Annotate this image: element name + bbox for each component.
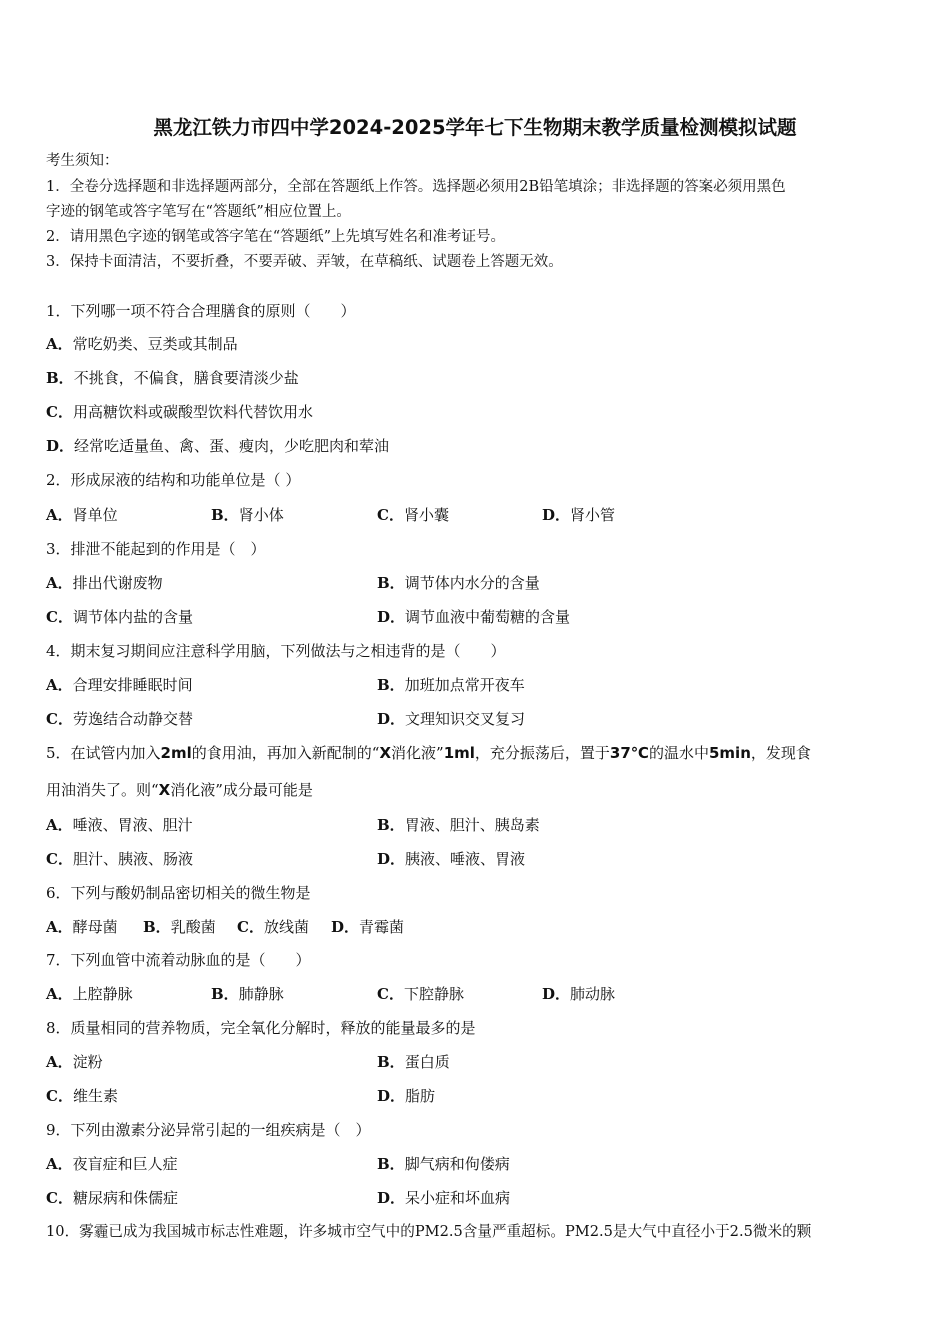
question-5-option-b bbox=[377, 815, 540, 835]
stem-text: 消化液” bbox=[391, 744, 444, 762]
notice-item-1b: 字迹的钢笔或答字笔写在“答题纸”相应位置上。 bbox=[46, 204, 351, 220]
option-label: C． bbox=[46, 710, 73, 728]
option-text: 蛋白质 bbox=[404, 1053, 450, 1071]
question-8-option-b bbox=[377, 1052, 450, 1072]
option-text: 糖尿病和侏儒症 bbox=[72, 1189, 178, 1207]
question-5-option-c bbox=[46, 849, 193, 869]
stem-value: 37℃ bbox=[609, 744, 649, 762]
option-text: 酵母菌 bbox=[72, 918, 118, 936]
option-label: A． bbox=[46, 1053, 73, 1071]
option-text: 劳逸结合动静交替 bbox=[72, 710, 193, 728]
option-text: 肾小囊 bbox=[403, 506, 449, 524]
option-label: A． bbox=[46, 574, 73, 592]
option-label: A． bbox=[46, 816, 73, 834]
page-title: 黑龙江铁力市四中学2024-2025学年七下生物期末教学质量检测模拟试题 bbox=[153, 116, 797, 139]
question-1-option-c bbox=[46, 402, 313, 422]
notice-item-3: 3．保持卡面清洁，不要折叠，不要弄破、弄皱，在草稿纸、试题卷上答题无效。 bbox=[46, 254, 563, 270]
option-text: 脚气病和佝偻病 bbox=[404, 1155, 510, 1173]
notice-item-1a: 1．全卷分选择题和非选择题两部分，全部在答题纸上作答。选择题必须用2B铅笔填涂；非选择题的答案必须用黑色 bbox=[46, 179, 786, 195]
stem-text: 用油消失了。则“ bbox=[46, 781, 159, 799]
option-text: 文理知识交叉复习 bbox=[405, 710, 526, 728]
stem-value: 5min bbox=[708, 744, 751, 762]
question-4-option-d bbox=[377, 709, 525, 729]
question-6-option-b bbox=[143, 917, 216, 937]
stem-text: 消化液”成分最可能是 bbox=[170, 781, 313, 799]
option-label: B． bbox=[377, 1155, 405, 1173]
question-1-stem: 1．下列哪一项不符合合理膳食的原则（ ） bbox=[46, 302, 356, 320]
option-text: 调节体内水分的含量 bbox=[404, 574, 540, 592]
option-label: C． bbox=[46, 1087, 73, 1105]
question-4-option-c bbox=[46, 709, 193, 729]
option-label: C． bbox=[377, 985, 404, 1003]
question-3-option-c bbox=[46, 607, 193, 627]
question-6-option-a bbox=[46, 917, 118, 937]
option-label: B． bbox=[377, 676, 405, 694]
question-2-option-c bbox=[377, 505, 449, 525]
question-8-option-c bbox=[46, 1086, 118, 1106]
question-9-option-a bbox=[46, 1154, 178, 1174]
option-text: 肾单位 bbox=[72, 506, 118, 524]
stem-text: ，发现食 bbox=[750, 744, 811, 762]
option-text: 加班加点常开夜车 bbox=[404, 676, 525, 694]
option-label: C． bbox=[377, 506, 404, 524]
notice-item-2: 2．请用黑色字迹的钢笔或答字笔在“答题纸”上先填写姓名和准考证号。 bbox=[46, 229, 506, 245]
question-9-option-b bbox=[377, 1154, 510, 1174]
option-text: 肺动脉 bbox=[570, 985, 616, 1003]
option-text: 胰液、唾液、胃液 bbox=[405, 850, 526, 868]
question-2-stem: 2．形成尿液的结构和功能单位是（ ） bbox=[46, 471, 301, 489]
question-3-option-a bbox=[46, 573, 163, 593]
option-text: 放线菌 bbox=[263, 918, 309, 936]
option-text: 肾小体 bbox=[238, 506, 284, 524]
question-9-option-d bbox=[377, 1188, 510, 1208]
question-7-option-b bbox=[211, 984, 284, 1004]
stem-text: 5．在试管内加入 bbox=[46, 744, 161, 762]
option-text: 维生素 bbox=[72, 1087, 118, 1105]
option-label: D． bbox=[46, 437, 75, 455]
option-label: D． bbox=[331, 918, 360, 936]
question-5-option-a bbox=[46, 815, 193, 835]
question-8-stem: 8．质量相同的营养物质，完全氧化分解时，释放的能量最多的是 bbox=[46, 1019, 476, 1037]
option-text: 排出代谢废物 bbox=[72, 574, 163, 592]
question-3-stem: 3．排泄不能起到的作用是（ ） bbox=[46, 540, 266, 558]
option-text: 胆汁、胰液、肠液 bbox=[72, 850, 193, 868]
question-6-option-c bbox=[237, 917, 309, 937]
option-label: A． bbox=[46, 506, 73, 524]
option-label: A． bbox=[46, 1155, 73, 1173]
question-2-option-a bbox=[46, 505, 118, 525]
option-label: D． bbox=[377, 1189, 406, 1207]
question-8-option-a bbox=[46, 1052, 103, 1072]
option-label: D． bbox=[542, 506, 571, 524]
stem-text: ，充分振荡后，置于 bbox=[474, 744, 610, 762]
option-text: 唾液、胃液、胆汁 bbox=[72, 816, 193, 834]
option-label: B． bbox=[211, 985, 239, 1003]
option-label: D． bbox=[377, 710, 406, 728]
option-text: 不挑食，不偏食，膳食要清淡少盐 bbox=[73, 369, 299, 387]
question-3-option-b bbox=[377, 573, 540, 593]
option-text: 合理安排睡眠时间 bbox=[72, 676, 193, 694]
option-text: 肺静脉 bbox=[238, 985, 284, 1003]
option-text: 乳酸菌 bbox=[170, 918, 216, 936]
question-5-option-d bbox=[377, 849, 525, 869]
question-2-option-b bbox=[211, 505, 284, 525]
question-4-stem: 4．期末复习期间应注意科学用脑，下列做法与之相违背的是（ ） bbox=[46, 642, 506, 660]
option-label: D． bbox=[377, 850, 406, 868]
option-text: 青霉菌 bbox=[359, 918, 405, 936]
question-7-option-a bbox=[46, 984, 133, 1004]
question-1-option-b bbox=[46, 368, 299, 388]
option-label: A． bbox=[46, 985, 73, 1003]
option-text: 夜盲症和巨人症 bbox=[72, 1155, 178, 1173]
option-text: 淀粉 bbox=[72, 1053, 103, 1071]
question-7-stem: 7．下列血管中流着动脉血的是（ ） bbox=[46, 951, 311, 969]
stem-value: X bbox=[158, 781, 171, 799]
question-4-option-b bbox=[377, 675, 525, 695]
option-label: C． bbox=[46, 1189, 73, 1207]
option-label: C． bbox=[237, 918, 264, 936]
option-text: 常吃奶类、豆类或其制品 bbox=[72, 335, 238, 353]
option-label: B． bbox=[377, 574, 405, 592]
question-7-option-c bbox=[377, 984, 464, 1004]
stem-value: 2ml bbox=[160, 744, 192, 762]
question-6-stem: 6．下列与酸奶制品密切相关的微生物是 bbox=[46, 884, 311, 902]
question-1-option-d bbox=[46, 436, 389, 456]
option-label: B． bbox=[377, 816, 405, 834]
question-8-option-d bbox=[377, 1086, 435, 1106]
option-text: 肾小管 bbox=[570, 506, 616, 524]
option-label: C． bbox=[46, 850, 73, 868]
option-label: A． bbox=[46, 918, 73, 936]
option-label: D． bbox=[377, 1087, 406, 1105]
question-7-option-d bbox=[542, 984, 615, 1004]
option-label: B． bbox=[211, 506, 239, 524]
question-2-option-d bbox=[542, 505, 615, 525]
option-text: 脂肪 bbox=[405, 1087, 436, 1105]
option-text: 用高糖饮料或碳酸型饮料代替饮用水 bbox=[72, 403, 313, 421]
question-5-stem-line-2 bbox=[46, 780, 313, 800]
notice-heading: 考生须知： bbox=[46, 153, 119, 169]
question-9-stem: 9．下列由激素分泌异常引起的一组疾病是（ ） bbox=[46, 1121, 371, 1139]
question-1-option-a bbox=[46, 334, 238, 354]
option-label: A． bbox=[46, 335, 73, 353]
option-text: 上腔静脉 bbox=[72, 985, 133, 1003]
option-text: 经常吃适量鱼、禽、蛋、瘦肉，少吃肥肉和荤油 bbox=[74, 437, 390, 455]
option-label: B． bbox=[46, 369, 74, 387]
option-text: 调节血液中葡萄糖的含量 bbox=[405, 608, 571, 626]
question-5-stem-line-1 bbox=[46, 743, 811, 763]
option-label: B． bbox=[377, 1053, 405, 1071]
question-9-option-c bbox=[46, 1188, 178, 1208]
question-4-option-a bbox=[46, 675, 193, 695]
question-6-option-d bbox=[331, 917, 404, 937]
option-text: 胃液、胆汁、胰岛素 bbox=[404, 816, 540, 834]
option-text: 下腔静脉 bbox=[403, 985, 464, 1003]
question-10-stem: 10．雾霾已成为我国城市标志性难题，许多城市空气中的PM2.5含量严重超标。PM2.5是大气中直径小于2.5微米的颗 bbox=[46, 1223, 812, 1240]
stem-text: 的食用油，再加入新配制的“ bbox=[191, 744, 380, 762]
stem-text: 的温水中 bbox=[648, 744, 709, 762]
option-label: B． bbox=[143, 918, 171, 936]
option-text: 调节体内盐的含量 bbox=[72, 608, 193, 626]
stem-value: 1ml bbox=[443, 744, 475, 762]
question-3-option-d bbox=[377, 607, 570, 627]
option-label: D． bbox=[377, 608, 406, 626]
stem-value: X bbox=[379, 744, 392, 762]
option-label: D． bbox=[542, 985, 571, 1003]
option-label: A． bbox=[46, 676, 73, 694]
option-label: C． bbox=[46, 403, 73, 421]
option-label: C． bbox=[46, 608, 73, 626]
option-text: 呆小症和坏血病 bbox=[405, 1189, 511, 1207]
